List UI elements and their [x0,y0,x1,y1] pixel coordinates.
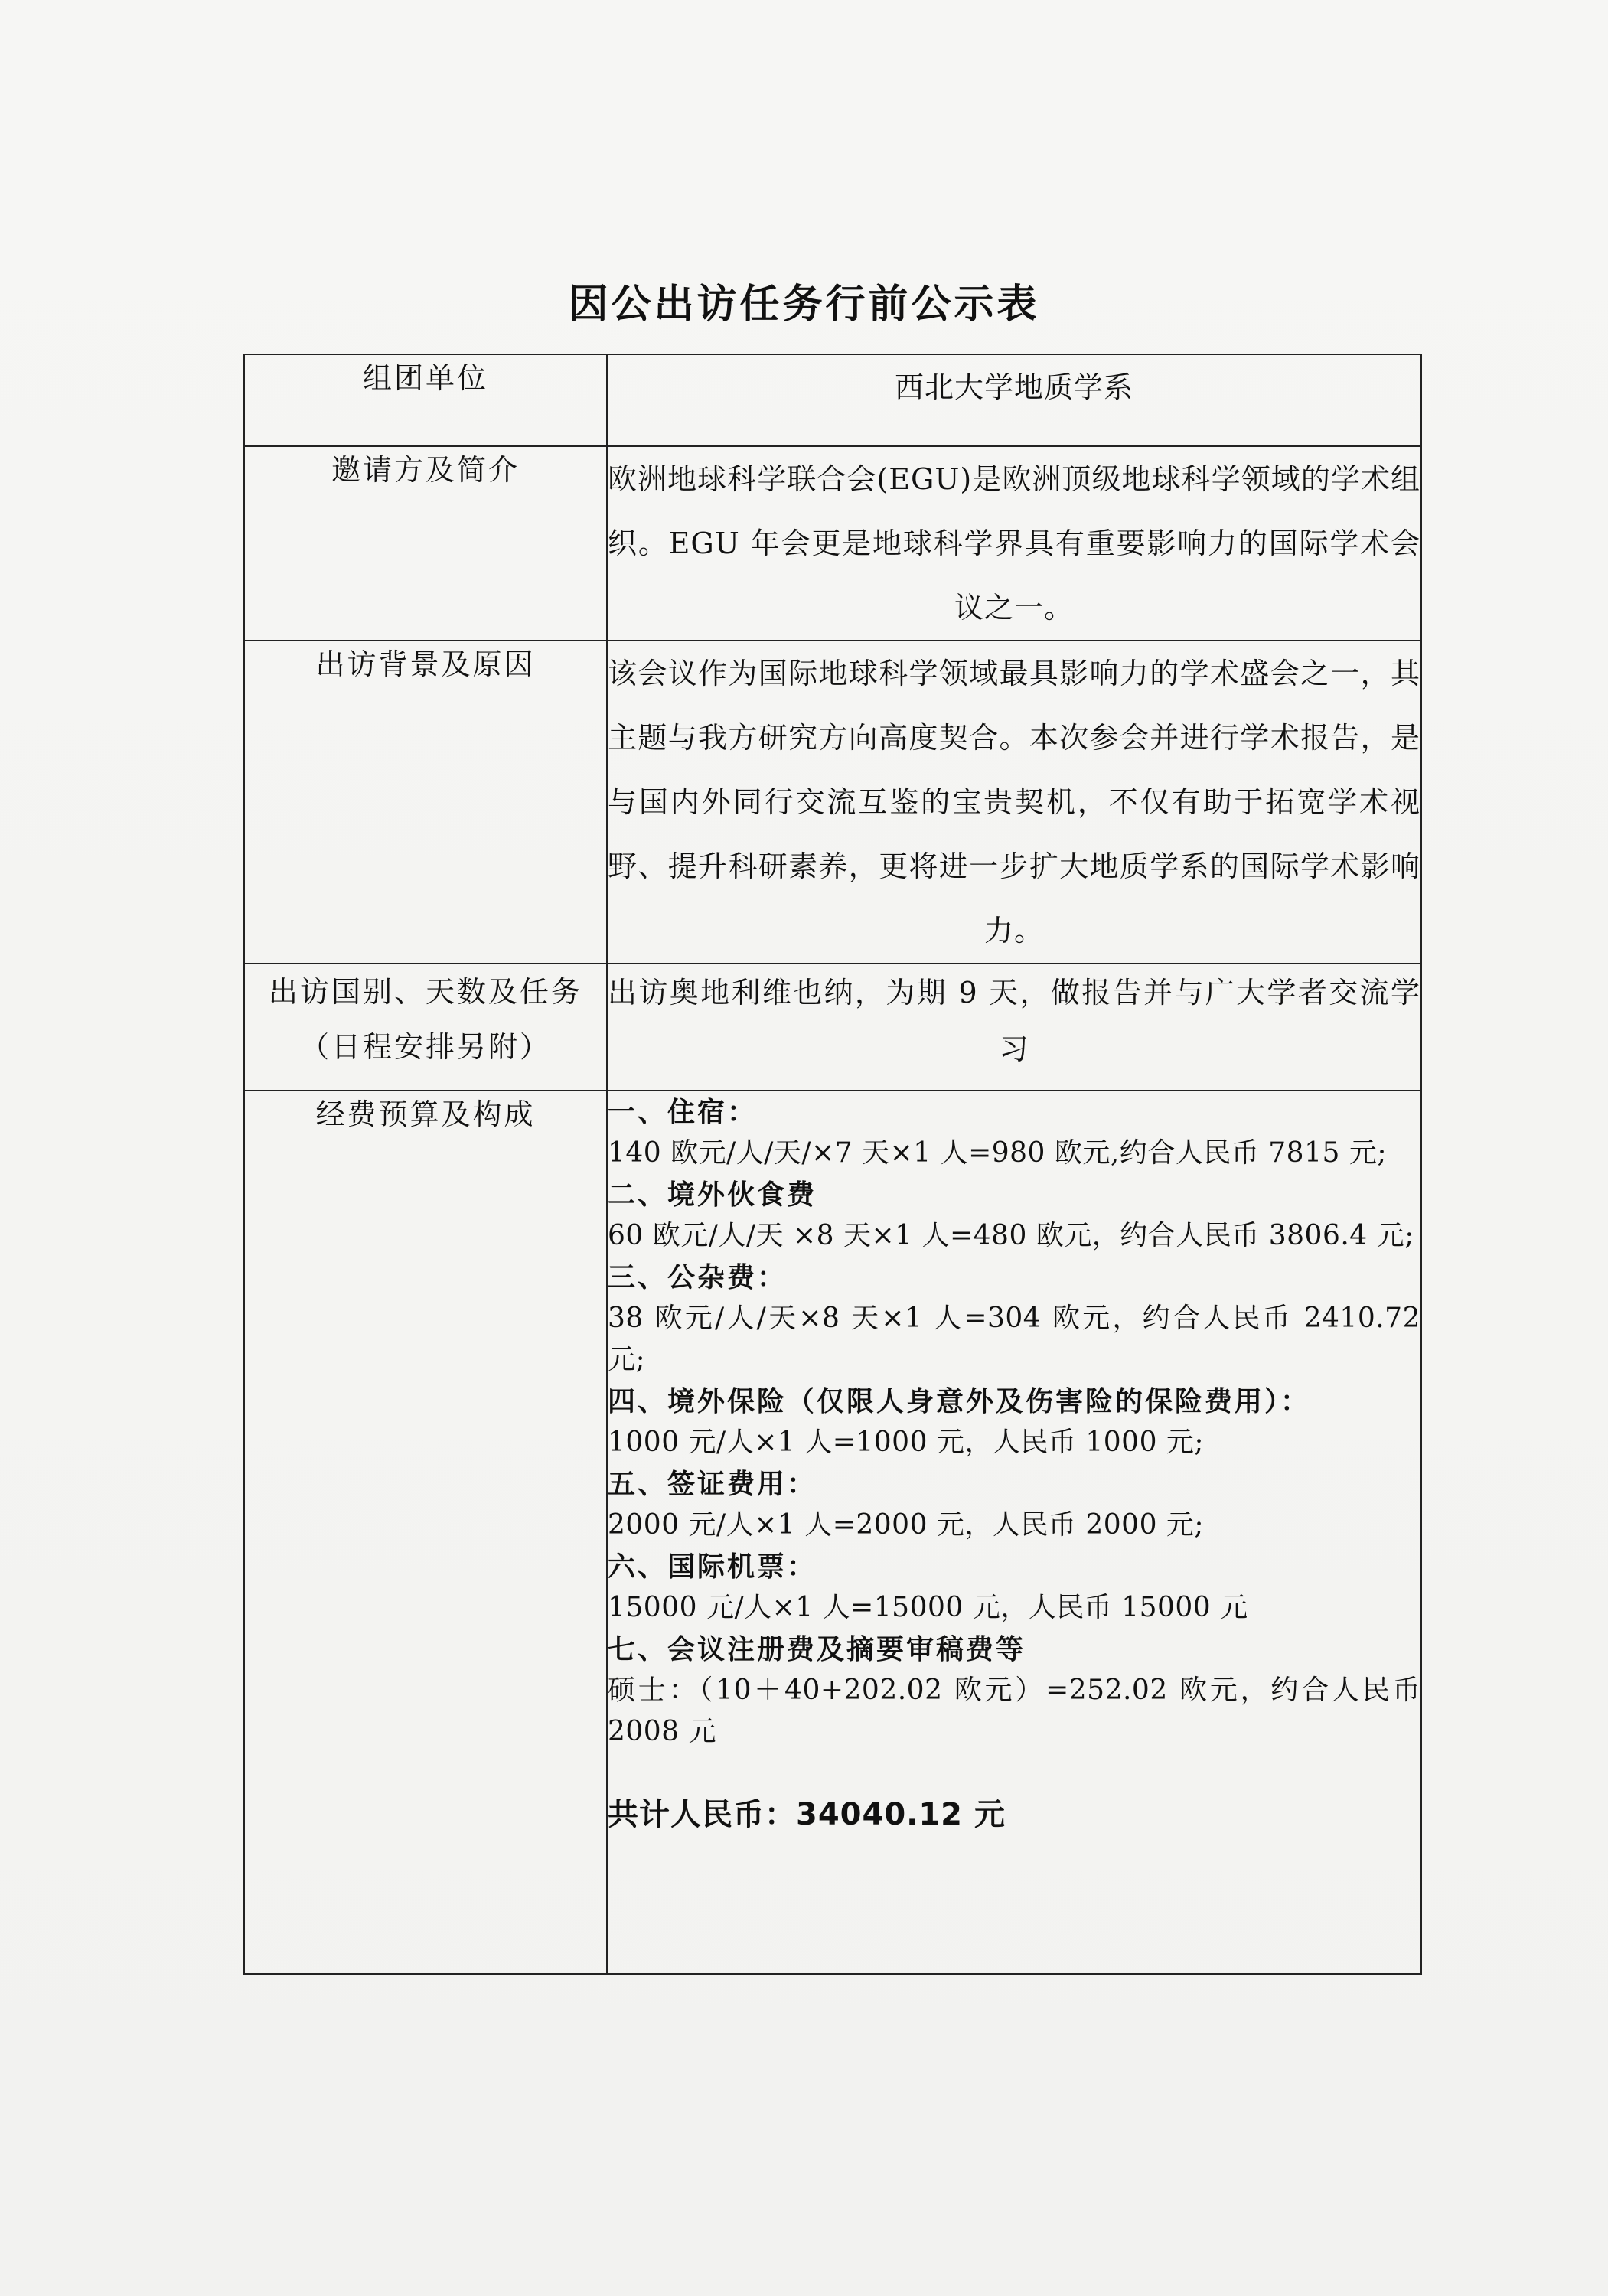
budget-item-detail: 140 欧元/人/天/×7 天×1 人=980 欧元,约合人民币 7815 元; [608,1137,1387,1169]
budget-item-detail: 硕士：（10＋40+202.02 欧元）=252.02 欧元，约合人民币 2008 元 [608,1675,1420,1747]
table-row-country [244,964,1421,1091]
unit-value: 西北大学地质学系 [607,354,1421,446]
table-row-unit [244,354,1421,446]
table-row-budget [244,1091,1421,1974]
budget-item-heading: 一、住宿： [608,1096,758,1128]
budget-label: 经费预算及构成 [244,1091,607,1974]
budget-item [608,1463,1420,1546]
budget-item [608,1381,1420,1463]
budget-item-detail: 15000 元/人×1 人=15000 元，人民币 15000 元 [608,1592,1248,1623]
budget-item-detail: 1000 元/人×1 人=1000 元，人民币 1000 元; [608,1427,1205,1458]
reason-label: 出访背景及原因 [244,641,607,964]
budget-item-heading: 六、国际机票： [608,1551,817,1583]
table-row-reason [244,641,1421,964]
unit-label: 组团单位 [244,354,607,446]
budget-value [607,1091,1421,1974]
announcement-table [243,354,1422,1975]
country-label-line1: 出访国别、天数及任务 [268,975,582,1009]
budget-item-detail: 2000 元/人×1 人=2000 元，人民币 2000 元; [608,1509,1205,1541]
country-value: 出访奥地利维也纳，为期 9 天，做报告并与广大学者交流学习 [607,964,1421,1091]
budget-item-heading: 四、境外保险（仅限人身意外及伤害险的保险费用）： [608,1385,1311,1417]
reason-value: 该会议作为国际地球科学领域最具影响力的学术盛会之一，其主题与我方研究方向高度契合。本次参会并进行学术报告，是与国内外同行交流互鉴的宝贵契机，不仅有助于拓宽学术视野、提升科研素养，更将进一步扩大地质学系的国际学术影响力。 [607,641,1421,964]
budget-item [608,1091,1420,1174]
budget-item [608,1546,1420,1629]
table-row-inviter [244,446,1421,641]
budget-item-heading: 三、公杂费： [608,1261,788,1293]
country-label-line2: （日程安排另附） [299,1030,551,1064]
budget-item-heading: 七、会议注册费及摘要审稿费等 [608,1633,1026,1665]
budget-total: 共计人民币：34040.12 元 [608,1797,1006,1832]
budget-item [608,1629,1420,1753]
budget-item-heading: 二、境外伙食费 [608,1179,817,1211]
budget-item-detail: 38 欧元/人/天×8 天×1 人=304 欧元，约合人民币 2410.72 元; [608,1303,1420,1375]
budget-item [608,1174,1420,1257]
budget-item [608,1257,1420,1381]
inviter-value: 欧洲地球科学联合会(EGU)是欧洲顶级地球科学领域的学术组织。EGU 年会更是地球科学界具有重要影响力的国际学术会议之一。 [607,446,1421,641]
inviter-label: 邀请方及简介 [244,446,607,641]
document-title: 因公出访任务行前公示表 [568,281,1040,328]
country-label [244,964,607,1091]
budget-item-heading: 五、签证费用： [608,1468,817,1500]
budget-item-detail: 60 欧元/人/天 ×8 天×1 人=480 欧元，约合人民币 3806.4 元; [608,1220,1414,1251]
